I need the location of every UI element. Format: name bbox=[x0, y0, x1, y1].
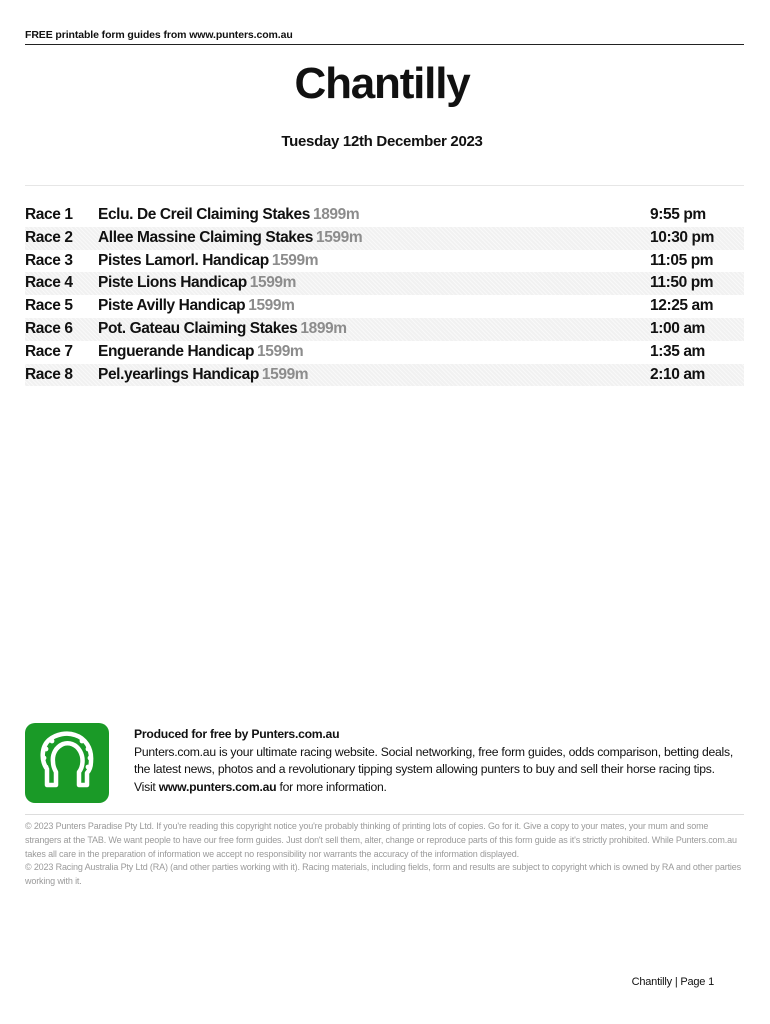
race-time: 11:50 pm bbox=[650, 274, 714, 292]
race-number: Race 7 bbox=[25, 342, 73, 360]
race-number: Race 4 bbox=[25, 274, 73, 292]
race-distance: 1899m bbox=[300, 319, 347, 337]
race-name: Pel.yearlings Handicap bbox=[98, 365, 259, 383]
race-title bbox=[98, 204, 359, 227]
race-name: Pot. Gateau Claiming Stakes bbox=[98, 319, 298, 337]
produced-title: Produced for free by Punters.com.au bbox=[134, 727, 340, 741]
race-name: Allee Massine Claiming Stakes bbox=[98, 228, 313, 246]
race-time: 9:55 pm bbox=[650, 206, 706, 223]
produced-by-section bbox=[134, 726, 746, 796]
race-distance: 1599m bbox=[315, 228, 363, 246]
race-number: Race 6 bbox=[25, 319, 73, 337]
page-footer: Chantilly | Page 1 bbox=[631, 976, 714, 988]
divider bbox=[25, 185, 744, 186]
race-row bbox=[25, 341, 744, 364]
race-row bbox=[25, 272, 744, 295]
divider bbox=[25, 814, 744, 815]
race-time: 1:00 am bbox=[650, 319, 705, 337]
race-distance: 1599m bbox=[271, 251, 319, 269]
race-date: Tuesday 12th December 2023 bbox=[281, 133, 483, 150]
race-time: 2:10 am bbox=[650, 365, 705, 383]
race-time: 10:30 pm bbox=[650, 228, 714, 246]
race-number: Race 5 bbox=[25, 297, 73, 315]
race-number: Race 3 bbox=[25, 251, 73, 269]
visit-suffix: for more information. bbox=[279, 779, 387, 794]
race-name: Piste Lions Handicap bbox=[98, 274, 247, 292]
race-number: Race 8 bbox=[25, 365, 73, 383]
race-time: 12:25 am bbox=[650, 297, 714, 315]
race-title bbox=[98, 364, 308, 387]
race-name: Enguerande Handicap bbox=[98, 342, 255, 360]
produced-description: Punters.com.au is your ultimate racing website. Social networking, free form guides, odds comparison, betting deals, the latest news, photos and a revolutionary tipping system allowing punters to buy and sell their horse racing tips. bbox=[134, 744, 733, 776]
race-row bbox=[25, 227, 744, 250]
race-distance: 1599m bbox=[248, 297, 295, 315]
race-number: Race 2 bbox=[25, 228, 73, 246]
race-row bbox=[25, 295, 744, 318]
race-list bbox=[25, 204, 744, 386]
race-distance: 1599m bbox=[257, 342, 304, 360]
race-name: Piste Avilly Handicap bbox=[98, 297, 246, 315]
race-distance: 1599m bbox=[249, 274, 297, 292]
race-name: Pistes Lamorl. Handicap bbox=[98, 251, 269, 269]
race-distance: 1899m bbox=[312, 206, 360, 223]
race-row bbox=[25, 204, 744, 227]
race-title bbox=[98, 318, 347, 341]
copyright-notice bbox=[25, 820, 745, 889]
venue-title: Chantilly bbox=[294, 59, 470, 108]
race-title bbox=[98, 227, 362, 250]
race-title bbox=[98, 295, 295, 318]
race-time: 11:05 pm bbox=[650, 251, 714, 269]
produced-visit-line bbox=[134, 779, 746, 797]
punters-link[interactable]: www.punters.com.au bbox=[158, 779, 277, 794]
race-title bbox=[98, 341, 303, 364]
race-title bbox=[98, 250, 318, 273]
header-text: FREE printable form guides from www.punters.com.au bbox=[25, 29, 293, 41]
horseshoe-icon bbox=[25, 723, 109, 803]
race-title bbox=[98, 272, 296, 295]
race-time: 1:35 am bbox=[650, 342, 705, 360]
copyright-racing-australia: © 2023 Racing Australia Pty Ltd (RA) (and other parties working with it). Racing materials, including fields, form and results are subject to copyright which is owned by RA and other parties working with it. bbox=[25, 862, 741, 887]
race-distance: 1599m bbox=[261, 365, 309, 383]
copyright-punters: © 2023 Punters Paradise Pty Ltd. If you're reading this copyright notice you're probably thinking of printing lots of copies. Go for it. Give a copy to your mates, your mum and some strangers at the TAB. We want people to have our free form guides. Just don't sell them, alter, change or reproduce parts of this form guide as it's strictly prohibited. While Punters.com.au takes all care in the preparation of information we accept no responsibility nor warrants the accuracy of the information displayed. bbox=[25, 821, 737, 859]
visit-prefix: Visit bbox=[134, 779, 156, 794]
race-row bbox=[25, 250, 744, 273]
race-row bbox=[25, 318, 744, 341]
page-header bbox=[25, 28, 744, 45]
race-number: Race 1 bbox=[25, 206, 73, 223]
race-row bbox=[25, 364, 744, 387]
punters-logo bbox=[25, 723, 109, 803]
race-name: Eclu. De Creil Claiming Stakes bbox=[98, 206, 310, 223]
